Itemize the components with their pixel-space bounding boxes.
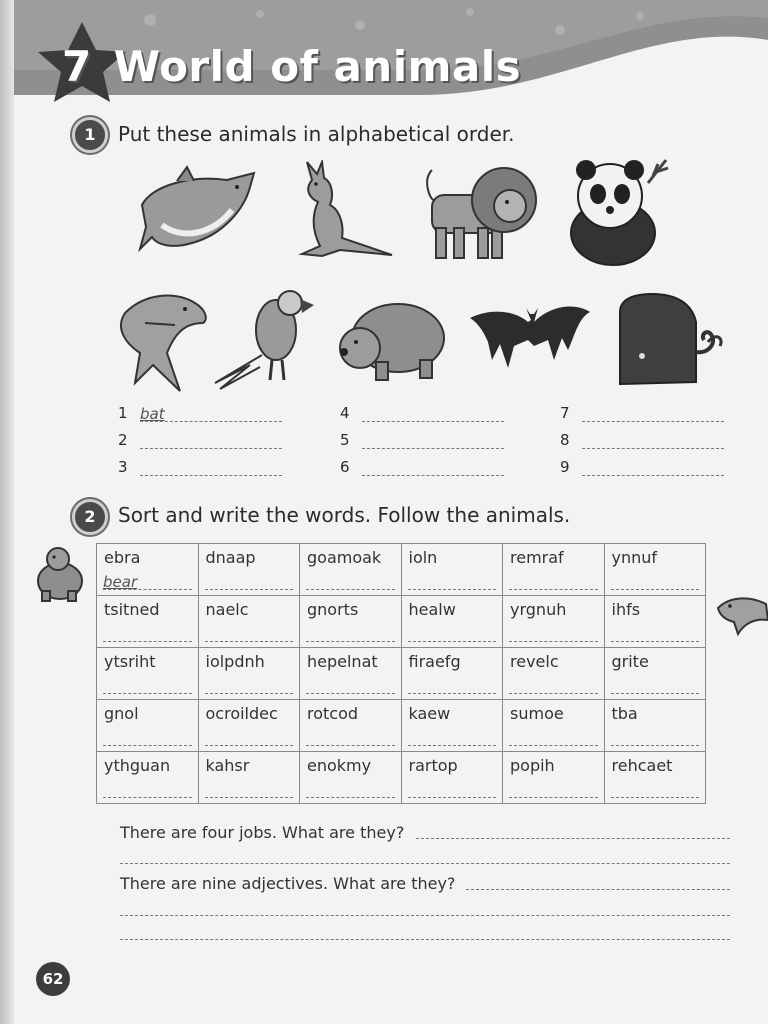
answer-blank-3[interactable]: [140, 459, 282, 476]
unscrambled-answer-blank[interactable]: bear: [103, 573, 192, 590]
scrambled-word: grite: [611, 652, 649, 671]
word-grid-row: [97, 752, 706, 804]
word-grid-cell: [401, 752, 503, 804]
unscrambled-answer-blank[interactable]: [408, 573, 497, 590]
answer-blank-4[interactable]: [362, 405, 504, 422]
word-grid-cell: [97, 596, 199, 648]
scrambled-word: gnol: [104, 704, 139, 723]
scrambled-word: ythguan: [104, 756, 171, 775]
scrambled-word: goamoak: [307, 548, 382, 567]
unscrambled-answer-blank[interactable]: [408, 677, 497, 694]
scrambled-word: ynnuf: [611, 548, 658, 567]
word-grid: [96, 543, 706, 804]
scrambled-word: rartop: [408, 756, 458, 775]
scrambled-word: rehcaet: [611, 756, 673, 775]
scrambled-word: kahsr: [205, 756, 250, 775]
scrambled-word: kaew: [408, 704, 451, 723]
unscrambled-answer-blank[interactable]: [306, 729, 395, 746]
word-grid-row: [97, 700, 706, 752]
word-grid-cell: [604, 648, 706, 700]
scrambled-word: healw: [408, 600, 456, 619]
answer-row-7: [560, 404, 724, 422]
word-grid-cell: [401, 648, 503, 700]
adjectives-answer-line-1[interactable]: [466, 888, 730, 890]
word-grid-cell: [97, 648, 199, 700]
scrambled-word: enokmy: [307, 756, 372, 775]
unscrambled-answer-blank[interactable]: [103, 677, 192, 694]
scrambled-word: yrgnuh: [510, 600, 567, 619]
unscrambled-answer-blank[interactable]: [509, 677, 598, 694]
adjectives-answer-line-2[interactable]: [120, 914, 730, 916]
parrot-icon: [210, 285, 320, 390]
answer-number: 8: [560, 431, 570, 449]
bear-small-icon: [30, 545, 88, 603]
unscrambled-answer-blank[interactable]: [509, 781, 598, 798]
word-grid-row: [97, 596, 706, 648]
unscrambled-answer-blank[interactable]: [408, 625, 497, 642]
word-grid-cell: [198, 544, 300, 596]
unscrambled-answer-blank[interactable]: [205, 781, 294, 798]
word-grid-cell: [300, 700, 402, 752]
unscrambled-answer-blank[interactable]: [611, 729, 700, 746]
kangaroo-icon: [282, 160, 402, 260]
unscrambled-answer-blank[interactable]: [611, 677, 700, 694]
word-grid-cell: [503, 700, 605, 752]
unscrambled-answer-blank[interactable]: [509, 573, 598, 590]
scrambled-word: firaefg: [408, 652, 461, 671]
answer-blank-2[interactable]: [140, 432, 282, 449]
answer-row-8: [560, 431, 724, 449]
scrambled-word: rotcod: [307, 704, 359, 723]
scrambled-word: popih: [510, 756, 555, 775]
word-grid-cell: [503, 648, 605, 700]
scrambled-word: tba: [611, 704, 638, 723]
scrambled-word: hepelnat: [307, 652, 378, 671]
scrambled-word: gnorts: [307, 600, 359, 619]
unscrambled-answer-blank[interactable]: [306, 573, 395, 590]
unscrambled-answer-blank[interactable]: [205, 625, 294, 642]
scrambled-word: ocroildec: [205, 704, 278, 723]
word-grid-cell: [97, 544, 199, 596]
exercise-2-badge: 2: [72, 499, 108, 535]
unscrambled-answer-blank[interactable]: [205, 729, 294, 746]
scrambled-word: dnaap: [205, 548, 256, 567]
answer-blank-7[interactable]: [582, 405, 724, 422]
word-grid-row: [97, 648, 706, 700]
word-grid-cell: [198, 752, 300, 804]
scrambled-word: ebra: [104, 548, 141, 567]
jobs-answer-line-2[interactable]: [120, 862, 730, 864]
scrambled-word: ioln: [408, 548, 438, 567]
answer-blank-8[interactable]: [582, 432, 724, 449]
exercise-2-instruction: Sort and write the words. Follow the animals.: [118, 503, 571, 527]
page-number: 62: [36, 962, 70, 996]
word-grid-cell: [300, 596, 402, 648]
unit-heading: [62, 42, 543, 91]
answer-row-2: [118, 431, 282, 449]
unscrambled-answer-blank[interactable]: [408, 729, 497, 746]
answer-number: 4: [340, 404, 350, 422]
word-grid-cell: [503, 596, 605, 648]
word-grid-cell: [198, 648, 300, 700]
bear-icon: [336, 290, 448, 382]
panda-icon: [558, 158, 673, 268]
answer-number: 7: [560, 404, 570, 422]
answer-row-6: [340, 458, 504, 476]
word-grid-cell: [401, 700, 503, 752]
word-grid-cell: [604, 700, 706, 752]
answer-row-3: [118, 458, 282, 476]
shark-icon: [105, 283, 215, 398]
word-grid-cell: [503, 544, 605, 596]
scrambled-word: naelc: [205, 600, 249, 619]
unscrambled-answer-blank[interactable]: [408, 781, 497, 798]
word-grid-cell: [300, 752, 402, 804]
answer-blank-6[interactable]: [362, 459, 504, 476]
word-grid-cell: [97, 752, 199, 804]
word-grid-cell: [198, 700, 300, 752]
word-grid-cell: [604, 544, 706, 596]
dolphin-icon: [132, 165, 262, 255]
answer-number: 3: [118, 458, 128, 476]
answer-row-1: [118, 404, 282, 422]
unscrambled-answer-blank[interactable]: [103, 625, 192, 642]
answer-blank-1[interactable]: bat: [140, 405, 282, 422]
word-grid-cell: [604, 752, 706, 804]
answer-row-9: [560, 458, 724, 476]
unscrambled-answer-blank[interactable]: [509, 625, 598, 642]
scrambled-word: ytsriht: [104, 652, 156, 671]
word-grid-cell: [503, 752, 605, 804]
scrambled-word: tsitned: [104, 600, 160, 619]
answer-number: 5: [340, 431, 350, 449]
shark-small-icon: [714, 590, 768, 640]
unscrambled-answer-blank[interactable]: [103, 781, 192, 798]
unscrambled-answer-blank[interactable]: [611, 781, 700, 798]
word-grid-cell: [401, 596, 503, 648]
word-grid-cell: [401, 544, 503, 596]
book-spine-shadow: [0, 0, 14, 1024]
jobs-question: There are four jobs. What are they?: [120, 823, 405, 842]
word-grid-cell: [300, 648, 402, 700]
word-grid-cell: [97, 700, 199, 752]
lion-icon: [412, 160, 542, 265]
scrambled-word: ihfs: [611, 600, 641, 619]
scrambled-word: revelc: [510, 652, 559, 671]
answer-number: 2: [118, 431, 128, 449]
answer-number: 1: [118, 404, 128, 422]
bat-icon: [470, 298, 592, 378]
word-grid-cell: [604, 596, 706, 648]
unit-title: World of animals: [113, 42, 522, 91]
unscrambled-answer-blank[interactable]: [611, 573, 700, 590]
whale-icon: [612, 292, 727, 387]
answer-number: 6: [340, 458, 350, 476]
scrambled-word: sumoe: [510, 704, 564, 723]
answer-blank-5[interactable]: [362, 432, 504, 449]
adjectives-answer-line-3[interactable]: [120, 938, 730, 940]
exercise-1-badge: 1: [72, 117, 108, 153]
adjectives-question: There are nine adjectives. What are they?: [120, 874, 456, 893]
unscrambled-answer-blank[interactable]: [103, 729, 192, 746]
word-grid-cell: [300, 544, 402, 596]
answer-row-4: [340, 404, 504, 422]
word-grid-row: [97, 544, 706, 596]
jobs-answer-line-1[interactable]: [416, 837, 730, 839]
unscrambled-answer-blank[interactable]: [611, 625, 700, 642]
unscrambled-answer-blank[interactable]: [306, 781, 395, 798]
word-grid-cell: [198, 596, 300, 648]
answer-number: 9: [560, 458, 570, 476]
scrambled-word: iolpdnh: [205, 652, 265, 671]
answer-blank-9[interactable]: [582, 459, 724, 476]
exercise-1-instruction: Put these animals in alphabetical order.: [118, 122, 515, 146]
unscrambled-answer-blank[interactable]: [509, 729, 598, 746]
unscrambled-answer-blank[interactable]: [306, 677, 395, 694]
answer-row-5: [340, 431, 504, 449]
unit-number: 7: [62, 42, 92, 91]
unscrambled-answer-blank[interactable]: [205, 573, 294, 590]
scrambled-word: remraf: [510, 548, 564, 567]
unscrambled-answer-blank[interactable]: [205, 677, 294, 694]
unscrambled-answer-blank[interactable]: [306, 625, 395, 642]
